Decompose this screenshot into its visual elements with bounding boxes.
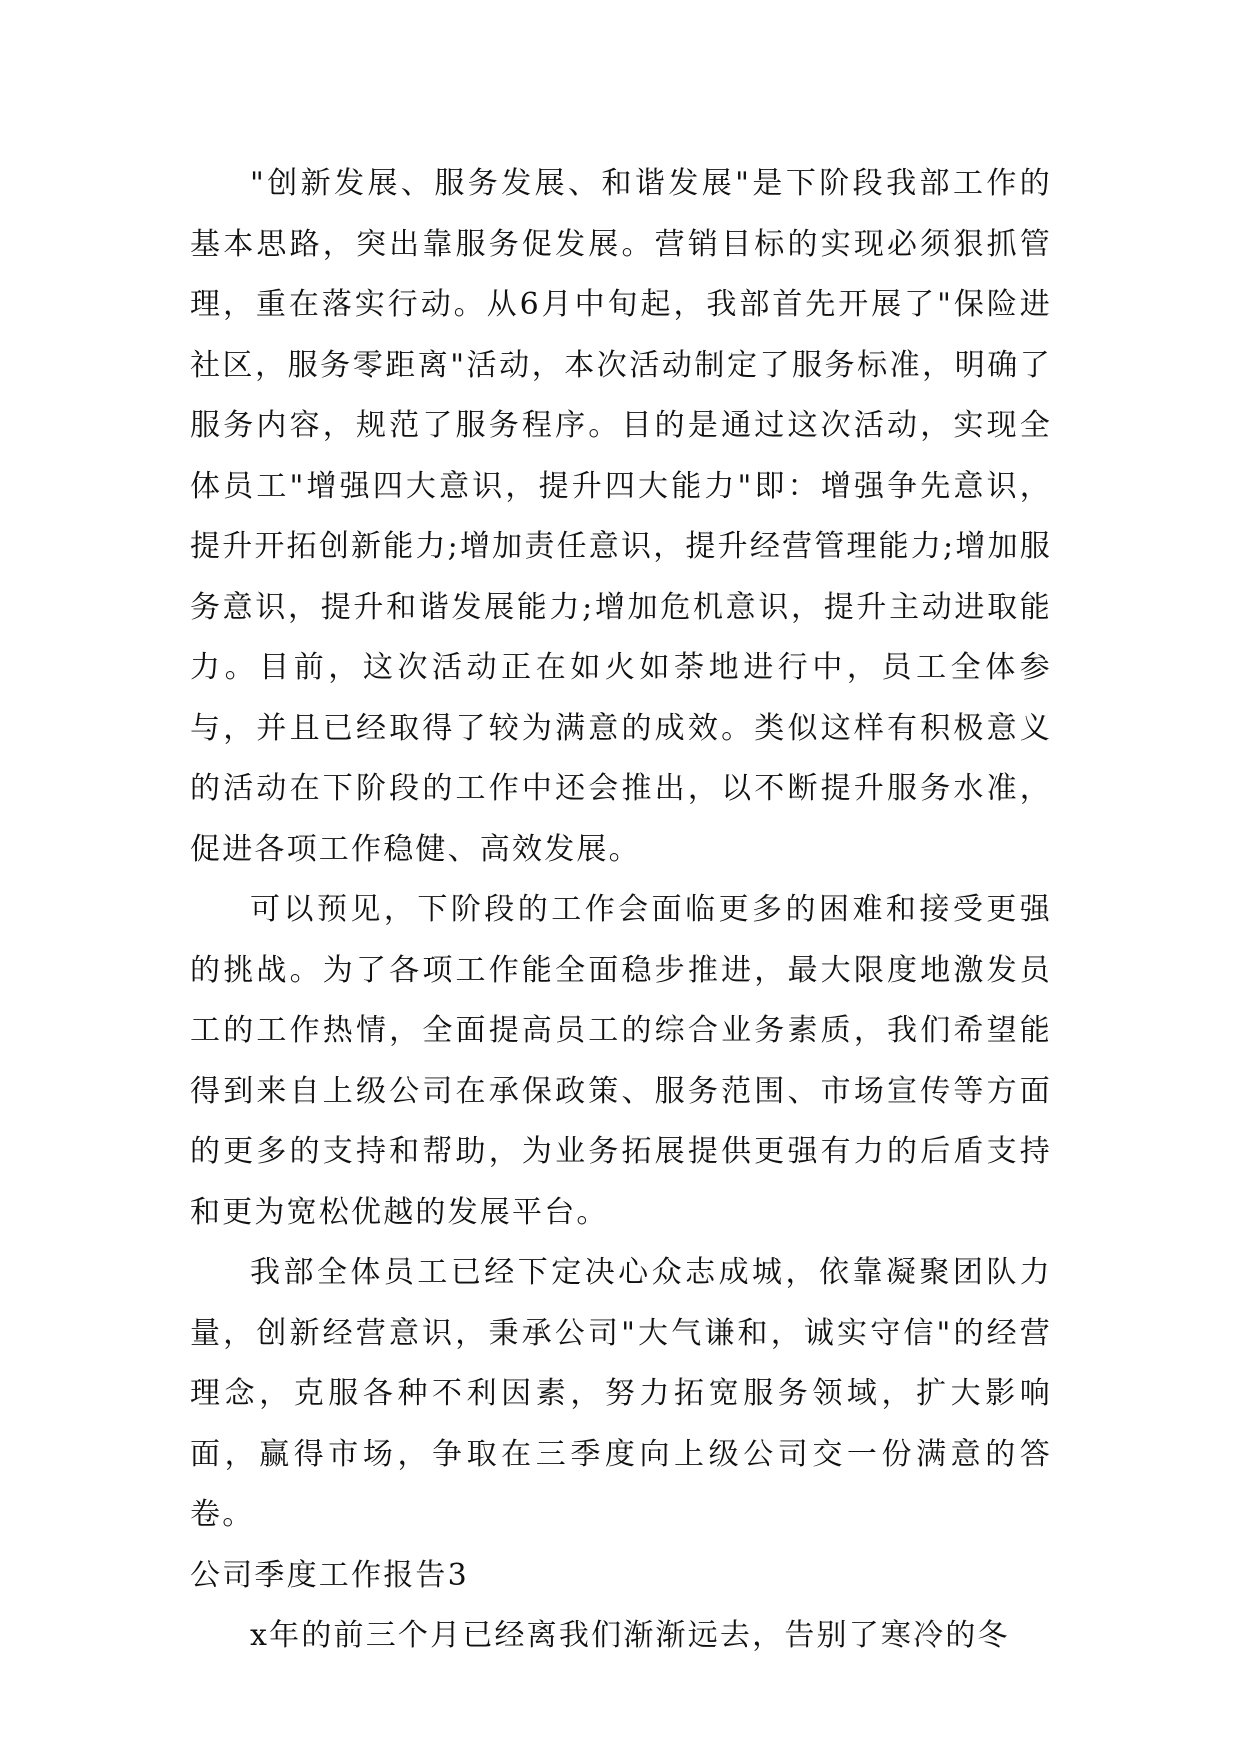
paragraph-strategy: "创新发展、服务发展、和谐发展"是下阶段我部工作的基本思路，突出靠服务促发展。营销目标的实现必须狠抓管理，重在落实行动。从6月中旬起，我部首先开展了"保险进社区，服务零距离"活动，本次活动制定了服务标准，明确了服务内容，规范了服务程序。目的是通过这次活动，实现全体员工"增强四大意识，提升四大能力"即：增强争先意识，提升开拓创新能力;增加责任意识，提升经营管理能力;增加服务意识，提升和谐发展能力;增加危机意识，提升主动进取能力。目前，这次活动正在如火如荼地进行中，员工全体参与，并且已经取得了较为满意的成效。类似这样有积极意义的活动在下阶段的工作中还会推出，以不断提升服务水准，促进各项工作稳健、高效发展。 bbox=[190, 166, 1052, 867]
document-body bbox=[190, 154, 1052, 1667]
paragraph-report-intro: x年的前三个月已经离我们渐渐远去，告别了寒冷的冬 bbox=[250, 1618, 1010, 1653]
section-heading: 公司季度工作报告3 bbox=[190, 1557, 469, 1593]
paragraph-outlook: 可以预见，下阶段的工作会面临更多的困难和接受更强的挑战。为了各项工作能全面稳步推进，最大限度地激发员工的工作热情，全面提高员工的综合业务素质，我们希望能得到来自上级公司在承保政策、服务范围、市场宣传等方面的更多的支持和帮助，为业务拓展提供更强有力的后盾支持和更为宽松优越的发展平台。 bbox=[190, 892, 1052, 1230]
paragraph-commitment: 我部全体员工已经下定决心众志成城，依靠凝聚团队力量，创新经营意识，秉承公司"大气谦和，诚实守信"的经营理念，克服各种不利因素，努力拓宽服务领域，扩大影响面，赢得市场，争取在三季度向上级公司交一份满意的答卷。 bbox=[190, 1255, 1052, 1532]
